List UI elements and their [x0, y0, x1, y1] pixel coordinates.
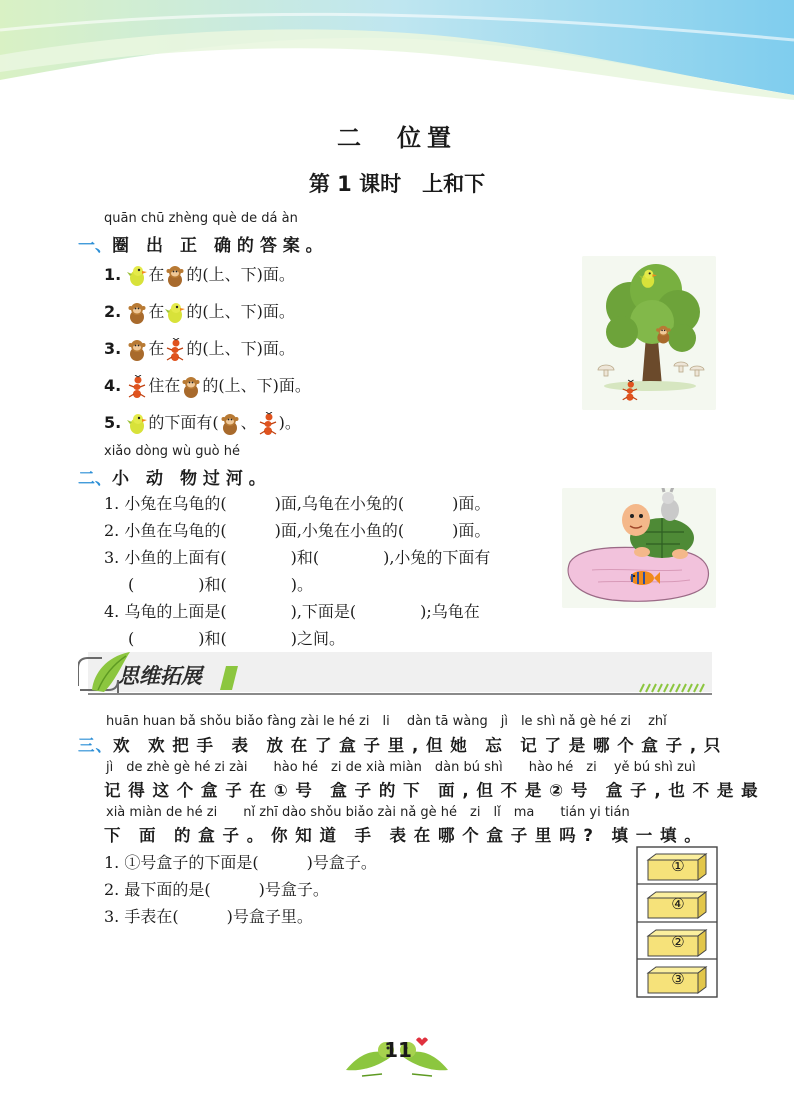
section1-title: 圈 出 正 确 的 答 案 。: [112, 236, 323, 256]
section3-pinyin-line2: jì de zhè gè hé zi zài hào hé zi de xià miàn dàn bú shì hào hé zi yě bú shì zuì: [106, 760, 696, 775]
box-label-4: ③: [671, 970, 685, 988]
section2-question-3-cont: ( )和( )。: [128, 575, 313, 594]
section1-pinyin: quān chū zhèng què de dá àn: [104, 211, 298, 226]
monkey-icon: [126, 338, 148, 362]
bird-icon: [126, 412, 148, 436]
section1-number: 一、: [78, 236, 112, 256]
section3-question-2: 2. 最下面的是( )号盒子。: [104, 880, 329, 899]
river-crossing-illustration: [562, 488, 716, 608]
section2-question-4-cont: ( )和( )之间。: [128, 629, 345, 648]
ant-icon: [257, 412, 279, 436]
monkey-icon: [126, 301, 148, 325]
section2-question-1: 1. 小兔在乌龟的( )面,乌龟在小兔的( )面。: [104, 494, 491, 513]
section1-question-2: 2. 在 的(上、下)面。: [104, 299, 295, 325]
section3-line2: 记 得 这 个 盒 子 在 ① 号 盒 子 的 下 面 , 但 不 是 ② 号 盒 子 , 也 不 是 最: [104, 781, 759, 800]
section3-pinyin-line3: xià miàn de hé zi nǐ zhī dào shǒu biǎo zài nǎ gè hé zi lǐ ma tián yi tián: [106, 805, 630, 820]
section1-heading: [78, 231, 323, 256]
banner-title: 思维拓展: [118, 664, 202, 688]
bird-icon: [164, 301, 186, 325]
box-label-2: ④: [671, 895, 685, 913]
section2-heading: [78, 464, 266, 489]
monkey-icon: [180, 375, 202, 399]
box-label-3: ②: [671, 933, 685, 951]
section2-number: 二、: [78, 469, 112, 489]
header-wave-decoration: [0, 0, 794, 100]
monkey-icon: [219, 412, 241, 436]
lesson-subtitle: 第 1 课时 上和下: [308, 172, 486, 196]
section2-question-3: 3. 小鱼的上面有( )和( ),小兔的下面有: [104, 548, 491, 567]
ant-icon: [164, 338, 186, 362]
section3-question-3: 3. 手表在( )号盒子里。: [104, 907, 313, 926]
section3-pinyin-line1: huān huan bǎ shǒu biǎo fàng zài le hé zi li dàn tā wàng jì le shì nǎ gè hé zi zhǐ: [106, 714, 667, 729]
ant-icon: [126, 375, 148, 399]
section1-question-3: 3. 在 的(上、下)面。: [104, 336, 295, 362]
section2-pinyin: xiǎo dòng wù guò hé: [104, 444, 241, 459]
section1-question-4: 4. 住在 的(上、下)面。: [104, 373, 311, 399]
section1-question-1: 1. 在 的(上、下)面。: [104, 262, 295, 288]
section3-number: 三、: [78, 736, 113, 755]
section1-question-5: 5. 的下面有( 、 )。: [104, 410, 301, 436]
box-label-1: ①: [671, 857, 685, 875]
section3-line3: 下 面 的 盒 子 。 你 知 道 手 表 在 哪 个 盒 子 里 吗 ? 填 一 填 。: [104, 826, 702, 845]
box-labels: [636, 846, 718, 998]
section2-title: 小 动 物 过 河 。: [112, 469, 266, 489]
section2-question-4: 4. 乌龟的上面是( ),下面是( );乌龟在: [104, 602, 480, 621]
monkey-icon: [164, 264, 186, 288]
section3-line1: 三、欢 欢 把 手 表 放 在 了 盒 子 里 , 但 她 忘 记 了 是 哪 个 盒 子 , 只: [78, 736, 722, 755]
bird-icon: [126, 264, 148, 288]
tree-illustration: [582, 256, 716, 410]
page-number: 11: [384, 1038, 412, 1062]
page-title: 二 位置: [337, 124, 457, 152]
section2-question-2: 2. 小鱼在乌龟的( )面,小兔在小鱼的( )面。: [104, 521, 491, 540]
section3-question-1: 1. ①号盒子的下面是( )号盒子。: [104, 853, 377, 872]
